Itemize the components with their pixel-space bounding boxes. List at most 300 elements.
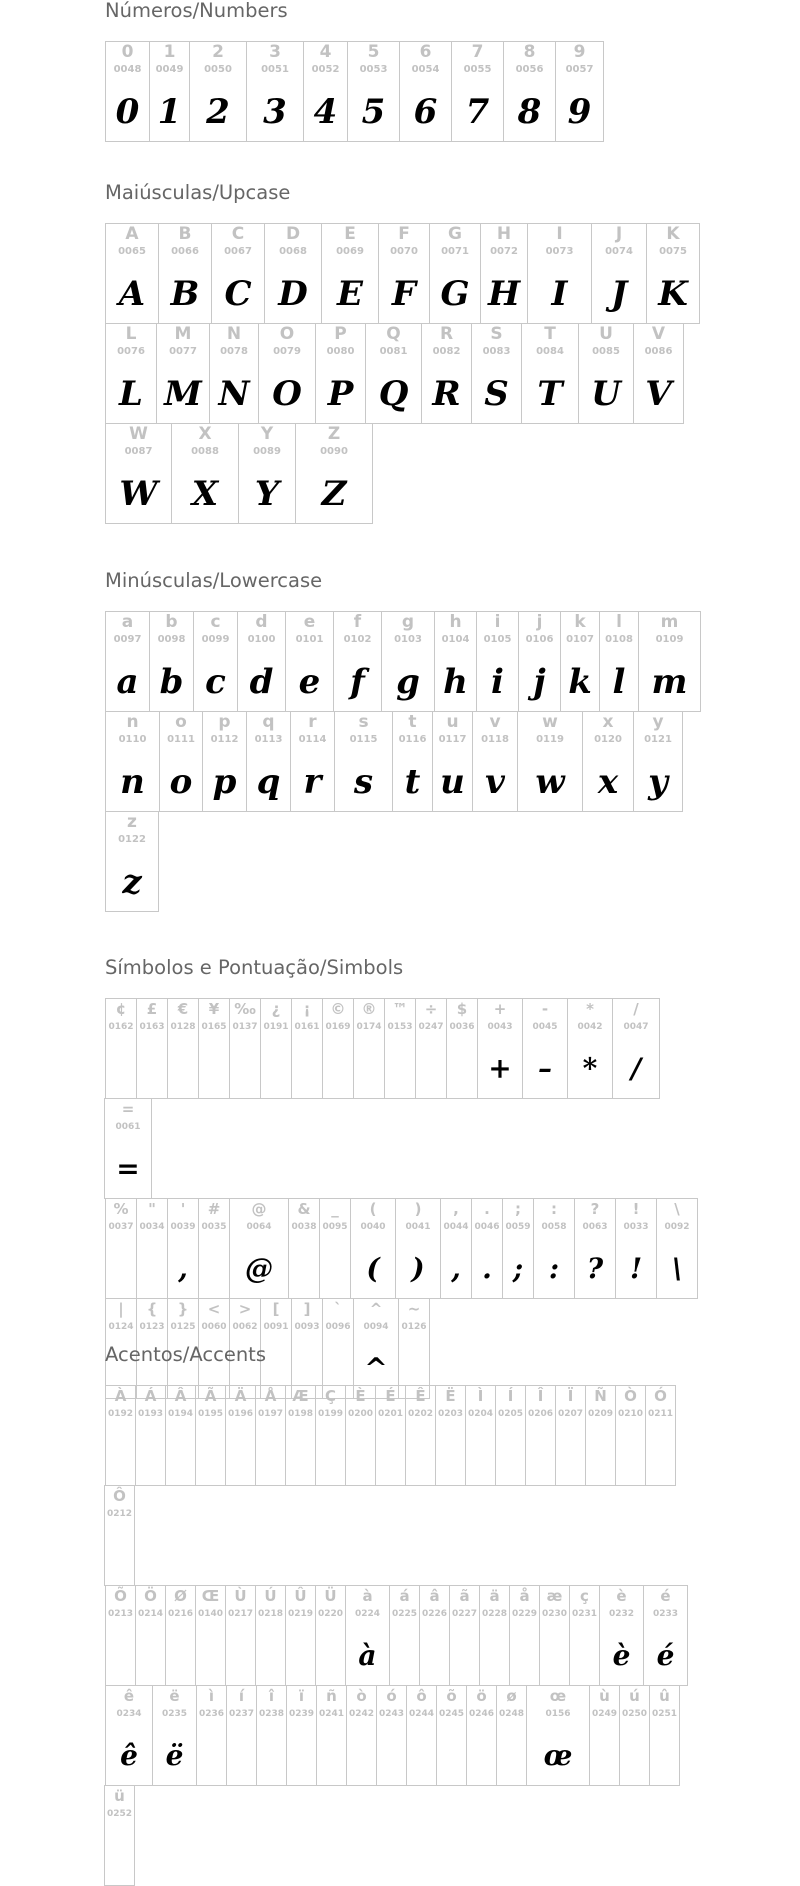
glyph-char-label: ä: [489, 1587, 500, 1605]
glyph-code-label: 0068: [279, 246, 307, 257]
glyph-cell: [149, 611, 194, 712]
glyph-code-label: 0044: [443, 1222, 469, 1232]
glyph-sample: 1: [157, 92, 182, 132]
glyph-code-label: 0156: [545, 1709, 571, 1719]
glyph-char-label: ‰: [234, 1000, 256, 1018]
glyph-cell: [104, 1485, 135, 1586]
glyph-code-label: 0107: [566, 634, 594, 645]
glyph-cell: [226, 1685, 257, 1786]
glyph-sample: S: [484, 374, 509, 414]
glyph-char-label: _: [331, 1200, 339, 1218]
glyph-char-label: È: [355, 1387, 366, 1405]
glyph-cell: [384, 998, 416, 1099]
glyph-code-label: 0245: [438, 1709, 465, 1719]
glyph-cell: [479, 1585, 510, 1686]
glyph-code-label: 0125: [170, 1322, 196, 1332]
glyph-cell: [105, 611, 150, 712]
glyph-char-label: +: [493, 1000, 507, 1018]
glyph-sample: u: [440, 762, 465, 802]
glyph-char-label: œ: [549, 1687, 567, 1705]
glyph-code-label: 0109: [655, 634, 684, 645]
glyph-code-label: 0211: [647, 1409, 674, 1419]
glyph-cell: [285, 1385, 316, 1486]
glyph-cell: [582, 711, 634, 812]
glyph-code-label: 0104: [441, 634, 470, 645]
glyph-code-label: 0111: [167, 734, 195, 745]
glyph-cell: [229, 1198, 289, 1299]
glyph-code-label: 0243: [378, 1709, 405, 1719]
glyph-sample: n: [120, 762, 145, 802]
glyph-char-label: É: [385, 1387, 396, 1405]
glyph-code-label: 0227: [451, 1609, 478, 1619]
glyph-char-label: Ò: [624, 1387, 637, 1405]
glyph-sample: ,: [451, 1252, 461, 1285]
glyph-code-label: 0234: [116, 1709, 142, 1719]
glyph-cell: [209, 323, 259, 424]
glyph-char-label: h: [449, 612, 462, 632]
glyph-char-label: g: [401, 612, 415, 632]
glyph-cell: [589, 1685, 620, 1786]
glyph-cell: [521, 323, 579, 424]
glyph-code-label: 0246: [468, 1709, 495, 1719]
glyph-char-label: %: [113, 1200, 129, 1218]
glyph-cell: [105, 998, 137, 1099]
glyph-cell: [395, 1198, 441, 1299]
glyph-sample: H: [487, 274, 521, 314]
glyph-code-label: 0103: [394, 634, 422, 645]
glyph-code-label: 0194: [167, 1409, 194, 1419]
glyph-sample: T: [537, 374, 563, 414]
glyph-cell: [574, 1198, 616, 1299]
glyph-sample: z: [122, 862, 142, 902]
glyph-cell: [405, 1385, 436, 1486]
glyph-code-label: 0036: [449, 1022, 475, 1032]
glyph-code-label: 0217: [227, 1609, 254, 1619]
glyph-char-label: ': [180, 1200, 186, 1218]
glyph-char-label: ü: [114, 1787, 125, 1805]
glyph-sample: C: [224, 274, 252, 314]
glyph-char-label: ù: [599, 1687, 610, 1705]
glyph-char-label: L: [125, 324, 137, 344]
glyph-cell: [167, 998, 199, 1099]
glyph-code-label: 0226: [421, 1609, 448, 1619]
glyph-char-label: Ä: [234, 1387, 247, 1405]
glyph-char-label: A: [125, 224, 139, 244]
glyph-sample: Q: [378, 374, 409, 414]
glyph-char-label: &: [297, 1200, 311, 1218]
glyph-code-label: 0101: [295, 634, 324, 645]
glyph-code-label: 0093: [294, 1322, 320, 1332]
glyph-char-label: ö: [476, 1687, 487, 1705]
glyph-code-label: 0096: [325, 1322, 351, 1332]
glyph-char-label: ™: [392, 1000, 408, 1018]
glyph-cell: [517, 711, 583, 812]
glyph-cell: [415, 998, 447, 1099]
glyph-cell: [315, 1385, 346, 1486]
glyph-cell: [585, 1385, 616, 1486]
glyph-char-label: ó: [386, 1687, 397, 1705]
glyph-char-label: í: [238, 1687, 245, 1705]
glyph-char-label: (: [369, 1200, 377, 1218]
glyph-code-label: 0244: [408, 1709, 435, 1719]
glyph-code-label: 0110: [118, 734, 147, 745]
glyph-code-label: 0048: [113, 64, 142, 75]
glyph-code-label: 0050: [204, 64, 232, 75]
glyph-code-label: 0095: [322, 1222, 348, 1232]
glyph-cell: [533, 1198, 575, 1299]
glyph-code-label: 0046: [474, 1222, 500, 1232]
glyph-code-label: 0034: [139, 1222, 165, 1232]
glyph-cell: [527, 223, 592, 324]
glyph-char-label: p: [218, 712, 231, 732]
glyph-sample: i: [491, 662, 504, 702]
glyph-char-label: ~: [407, 1300, 421, 1318]
glyph-sample: a: [116, 662, 139, 702]
glyph-char-label: X: [198, 424, 212, 444]
glyph-char-label: :: [551, 1200, 557, 1218]
glyph-sample: 9: [567, 92, 592, 132]
glyph-cell: [225, 1585, 256, 1686]
glyph-cell: [345, 1585, 390, 1686]
glyph-code-label: 0041: [405, 1222, 431, 1232]
glyph-cell: [472, 711, 518, 812]
glyph-char-label: è: [616, 1587, 627, 1605]
glyph-sample: :: [548, 1252, 560, 1285]
glyph-cell: [211, 223, 265, 324]
glyph-char-label: ]: [303, 1300, 311, 1318]
glyph-char-label: ã: [459, 1587, 470, 1605]
glyph-char-label: a: [121, 612, 134, 632]
glyph-code-label: 0089: [253, 446, 281, 457]
glyph-sample: W: [119, 474, 158, 514]
glyph-char-label: î: [268, 1687, 275, 1705]
glyph-code-label: 0238: [258, 1709, 285, 1719]
glyph-code-label: 0070: [390, 246, 418, 257]
glyph-char-label: ì: [208, 1687, 215, 1705]
glyph-cell: [152, 1685, 197, 1786]
glyph-cell: [105, 711, 160, 812]
glyph-char-label: i: [494, 612, 501, 632]
glyph-code-label: 0105: [483, 634, 512, 645]
glyph-code-label: 0233: [652, 1609, 679, 1619]
glyph-cell: [560, 611, 600, 712]
glyph-char-label: â: [429, 1587, 440, 1605]
glyph-cell: [569, 1585, 600, 1686]
glyph-char-label: Á: [144, 1387, 157, 1405]
glyph-cell: [615, 1198, 657, 1299]
glyph-cell: [136, 1198, 168, 1299]
glyph-sample: ë: [165, 1739, 184, 1772]
glyph-code-label: 0200: [347, 1409, 374, 1419]
glyph-char-label: 5: [367, 42, 380, 62]
glyph-cell: [105, 423, 172, 524]
glyph-sample: s: [353, 762, 374, 802]
glyph-char-label: >: [238, 1300, 252, 1318]
glyph-code-label: 0113: [254, 734, 283, 745]
glyph-char-label: F: [398, 224, 410, 244]
glyph-cell: [435, 1385, 466, 1486]
glyph-char-label: 7: [471, 42, 484, 62]
glyph-code-label: 0120: [594, 734, 622, 745]
glyph-cell: [165, 1585, 196, 1686]
glyph-code-label: 0121: [644, 734, 672, 745]
glyph-cell: [353, 998, 385, 1099]
glyph-code-label: 0224: [354, 1609, 381, 1619]
glyph-code-label: 0084: [536, 346, 564, 357]
glyph-sample: p: [212, 762, 237, 802]
glyph-sample: 8: [517, 92, 542, 132]
glyph-char-label: R: [439, 324, 454, 344]
glyph-sample: x: [597, 762, 619, 802]
glyph-sample: =: [116, 1152, 140, 1185]
glyph-code-label: 0067: [224, 246, 252, 257]
glyph-sample: .: [482, 1252, 492, 1285]
glyph-char-label: ô: [416, 1687, 427, 1705]
glyph-row: [105, 812, 705, 912]
glyph-char-label: o: [175, 712, 187, 732]
glyph-code-label: 0249: [591, 1709, 618, 1719]
glyph-cell: [322, 998, 354, 1099]
glyph-sample: 0: [115, 92, 140, 132]
glyph-char-label: Ï: [567, 1387, 574, 1405]
glyph-cell: [229, 998, 261, 1099]
glyph-sample: !: [629, 1252, 643, 1285]
glyph-char-label: G: [448, 224, 462, 244]
glyph-sample: t: [404, 762, 421, 802]
glyph-cell: [286, 1685, 317, 1786]
glyph-cell: [376, 1685, 407, 1786]
glyph-sample: v: [485, 762, 505, 802]
glyph-cell: [345, 1385, 376, 1486]
glyph-sample: w: [535, 762, 565, 802]
glyph-sample: g: [396, 662, 420, 702]
glyph-code-label: 0128: [170, 1022, 196, 1032]
glyph-code-label: 0057: [565, 64, 594, 75]
glyph-cell: [375, 1385, 406, 1486]
glyph-code-label: 0231: [571, 1609, 598, 1619]
glyph-code-label: 0043: [487, 1022, 513, 1032]
glyph-char-label: @: [251, 1200, 267, 1218]
glyph-cell: [346, 1685, 377, 1786]
glyph-code-label: 0106: [525, 634, 554, 645]
glyph-code-label: 0140: [197, 1609, 224, 1619]
glyph-cell: [165, 1385, 196, 1486]
glyph-code-label: 0251: [651, 1709, 678, 1719]
glyph-sample: X: [191, 474, 219, 514]
glyph-char-label: Ñ: [594, 1387, 607, 1405]
glyph-char-label: é: [660, 1587, 671, 1605]
glyph-code-label: 0174: [356, 1022, 382, 1032]
glyph-sample: B: [170, 274, 200, 314]
glyph-char-label: ^: [369, 1300, 383, 1318]
glyph-char-label: C: [231, 224, 245, 244]
glyph-cell: [159, 711, 203, 812]
glyph-char-label: ï: [298, 1687, 305, 1705]
glyph-cell: [225, 1385, 256, 1486]
glyph-cell: [578, 323, 634, 424]
glyph-sample: Z: [321, 474, 347, 514]
glyph-cell: [319, 1198, 351, 1299]
glyph-code-label: 0209: [587, 1409, 614, 1419]
glyph-char-label: Æ: [292, 1387, 309, 1405]
glyph-sample: @: [245, 1252, 273, 1285]
glyph-cell: [105, 1198, 137, 1299]
glyph-char-label: s: [358, 712, 369, 732]
glyph-char-label: ò: [356, 1687, 367, 1705]
glyph-sample: I: [551, 274, 568, 314]
glyph-cell: [246, 41, 304, 142]
glyph-code-label: 0239: [288, 1709, 315, 1719]
glyph-section: [105, 957, 705, 1399]
glyph-char-label: !: [632, 1200, 640, 1218]
glyph-char-label: e: [303, 612, 316, 632]
glyph-sample: N: [218, 374, 250, 414]
glyph-char-label: J: [615, 224, 623, 244]
glyph-char-label: Ç: [324, 1387, 336, 1405]
glyph-cell: [480, 223, 528, 324]
glyph-code-label: 0225: [391, 1609, 418, 1619]
glyph-cell: [495, 1385, 526, 1486]
glyph-code-label: 0100: [247, 634, 276, 645]
glyph-sample: f: [350, 662, 365, 702]
glyph-code-label: 0126: [401, 1322, 427, 1332]
glyph-code-label: 0033: [623, 1222, 649, 1232]
glyph-char-label: z: [127, 812, 137, 832]
glyph-sample: 6: [413, 92, 438, 132]
glyph-code-label: 0047: [623, 1022, 649, 1032]
glyph-cell: [258, 323, 316, 424]
glyph-code-label: 0082: [432, 346, 461, 357]
glyph-sample: œ: [543, 1739, 573, 1772]
glyph-cell: [303, 41, 348, 142]
glyph-code-label: 0205: [497, 1409, 524, 1419]
glyph-char-label: Ø: [174, 1587, 187, 1605]
glyph-code-label: 0252: [106, 1809, 133, 1819]
glyph-row: [105, 712, 705, 812]
glyph-cell: [105, 1685, 153, 1786]
glyph-cell: [599, 611, 639, 712]
glyph-char-label: #: [207, 1200, 221, 1218]
glyph-code-label: 0207: [557, 1409, 584, 1419]
glyph-code-label: 0242: [348, 1709, 375, 1719]
glyph-char-label: V: [651, 324, 666, 344]
glyph-cell: [198, 1198, 230, 1299]
glyph-code-label: 0042: [577, 1022, 603, 1032]
glyph-char-label: Û: [294, 1587, 307, 1605]
glyph-char-label: ÷: [424, 1000, 438, 1018]
glyph-cell: [525, 1385, 556, 1486]
glyph-cell: [555, 41, 604, 142]
glyph-sample: q: [256, 762, 281, 802]
glyph-char-label: M: [174, 324, 192, 344]
glyph-code-label: 0241: [318, 1709, 345, 1719]
glyph-sample: L: [119, 374, 143, 414]
glyph-code-label: 0081: [379, 346, 408, 357]
glyph-code-label: 0202: [407, 1409, 434, 1419]
glyph-sample: 4: [313, 92, 338, 132]
glyph-cell: [105, 1585, 136, 1686]
glyph-cell: [633, 711, 683, 812]
glyph-cell: [567, 998, 613, 1099]
glyph-char-label: Ú: [264, 1587, 277, 1605]
glyph-code-label: 0069: [336, 246, 364, 257]
section-title: Símbolos e Pontuação/Simbols: [105, 956, 404, 979]
glyph-char-label: f: [353, 612, 362, 632]
glyph-sample: E: [337, 274, 363, 314]
glyph-char-label: O: [279, 324, 295, 344]
glyph-code-label: 0085: [592, 346, 620, 357]
glyph-code-label: 0124: [108, 1322, 134, 1332]
glyph-cell: [619, 1685, 650, 1786]
glyph-row: [105, 1386, 705, 1586]
glyph-cell: [260, 998, 292, 1099]
glyph-cell: [436, 1685, 467, 1786]
glyph-char-label: 9: [573, 42, 586, 62]
glyph-cell: [638, 611, 701, 712]
glyph-cell: [466, 1685, 497, 1786]
glyph-char-label: ¥: [208, 1000, 220, 1018]
glyph-char-label: ¢: [115, 1000, 127, 1018]
glyph-cell: [334, 711, 393, 812]
glyph-cell: [399, 41, 452, 142]
glyph-sample: h: [443, 662, 468, 702]
glyph-cell: [288, 1198, 320, 1299]
glyph-char-label: €: [177, 1000, 189, 1018]
glyph-cell: [615, 1385, 646, 1486]
glyph-code-label: 0201: [377, 1409, 404, 1419]
glyph-cell: [136, 998, 168, 1099]
glyph-sample: D: [278, 274, 308, 314]
glyph-sample: r: [303, 762, 322, 802]
glyph-code-label: 0236: [198, 1709, 225, 1719]
glyph-char-label: 0: [121, 42, 134, 62]
glyph-char-label: D: [285, 224, 301, 244]
glyph-code-label: 0230: [541, 1609, 568, 1619]
glyph-cell: [440, 1198, 472, 1299]
glyph-code-label: 0061: [115, 1122, 141, 1132]
glyph-char-label: x: [602, 712, 614, 732]
glyph-sample: A: [118, 274, 146, 314]
section-title: Maiúsculas/Upcase: [105, 181, 291, 204]
glyph-cell: [167, 1198, 199, 1299]
glyph-sample: O: [272, 374, 302, 414]
glyph-cell: [158, 223, 212, 324]
glyph-char-label: \: [674, 1200, 680, 1218]
glyph-cell: [316, 1685, 347, 1786]
glyph-char-label: `: [334, 1300, 342, 1318]
glyph-code-label: 0206: [527, 1409, 554, 1419]
glyph-char-label: ©: [330, 1000, 346, 1018]
glyph-cell: [285, 611, 334, 712]
glyph-char-label: H: [496, 224, 512, 244]
glyph-code-label: 0169: [325, 1022, 351, 1032]
glyph-code-label: 0099: [201, 634, 230, 645]
glyph-char-label: Ü: [324, 1587, 337, 1605]
glyph-sample: \: [671, 1252, 683, 1285]
section-title: Números/Numbers: [105, 0, 288, 22]
glyph-char-label: Q: [386, 324, 401, 344]
glyph-char-label: 1: [163, 42, 176, 62]
glyph-char-label: k: [574, 612, 586, 632]
glyph-cell: [471, 323, 522, 424]
glyph-char-label: 8: [523, 42, 536, 62]
glyph-char-label: c: [210, 612, 221, 632]
glyph-code-label: 0250: [621, 1709, 648, 1719]
glyph-char-label: N: [226, 324, 242, 344]
glyph-char-label: 6: [419, 42, 432, 62]
glyph-code-label: 0049: [155, 64, 184, 75]
glyph-cell: [105, 323, 157, 424]
